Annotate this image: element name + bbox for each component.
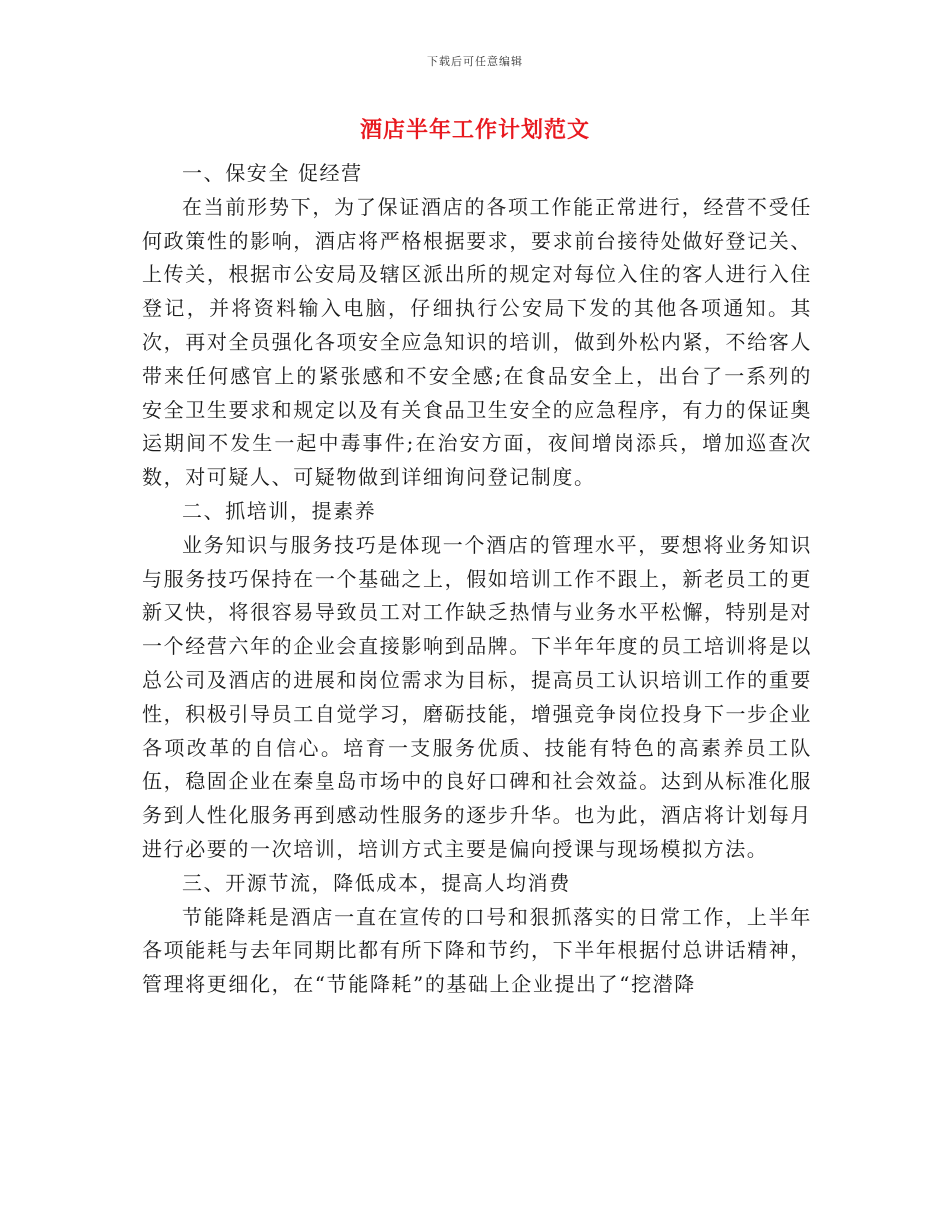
document-body [142,157,812,1002]
section-2-paragraph: 业务知识与服务技巧是体现一个酒店的管理水平，要想将业务知识与服务技巧保持在一个基础之上，假如培训工作不跟上，新老员工的更新又快，将很容易导致员工对工作缺乏热情与业务水平松懈，特别是对一个经营六年的企业会直接影响到品牌。下半年年度的员工培训将是以总公司及酒店的进展和岗位需求为目标，提高员工认识培训工作的重要性，积极引导员工自觉学习，磨砺技能，增强竞争岗位投身下一步企业各项改革的自信心。培育一支服务优质、技能有特色的高素养员工队伍，稳固企业在秦皇岛市场中的良好口碑和社会效益。达到从标准化服务到人性化服务再到感动性服务的逐步升华。也为此，酒店将计划每月进行必要的一次培训，培训方式主要是偏向授课与现场模拟方法。 [142,532,812,861]
section-3-paragraph: 节能降耗是酒店一直在宣传的口号和狠抓落实的日常工作，上半年各项能耗与去年同期比都有所下降和节约，下半年根据付总讲话精神，管理将更细化，在“节能降耗”的基础上企业提出了“挖潜降 [142,904,812,997]
section-1-heading: 一、保安全 促经营 [182,161,363,185]
document-title: 酒店半年工作计划范文 [359,117,590,143]
section-2-heading: 二、抓培训，提素养 [182,498,377,523]
section-1-paragraph: 在当前形势下，为了保证酒店的各项工作能正常进行，经营不受任何政策性的影响，酒店将严格根据要求，要求前台接待处做好登记关、上传关，根据市公安局及辖区派出所的规定对每位入住的客人进行入住登记，并将资料输入电脑，仔细执行公安局下发的其他各项通知。其次，再对全员强化各项安全应急知识的培训，做到外松内紧，不给客人带来任何感官上的紧张感和不安全感;在食品安全上，出台了一系列的安全卫生要求和规定以及有关食品卫生安全的应急程序，有力的保证奥运期间不发生一起中毒事件;在治安方面，夜间增岗添兵，增加巡查次数，对可疑人、可疑物做到详细询问登记制度。 [142,194,812,490]
section-3-heading: 三、开源节流，降低成本，提高人均消费 [182,870,571,895]
header-note: 下载后可任意编辑 [427,55,523,68]
